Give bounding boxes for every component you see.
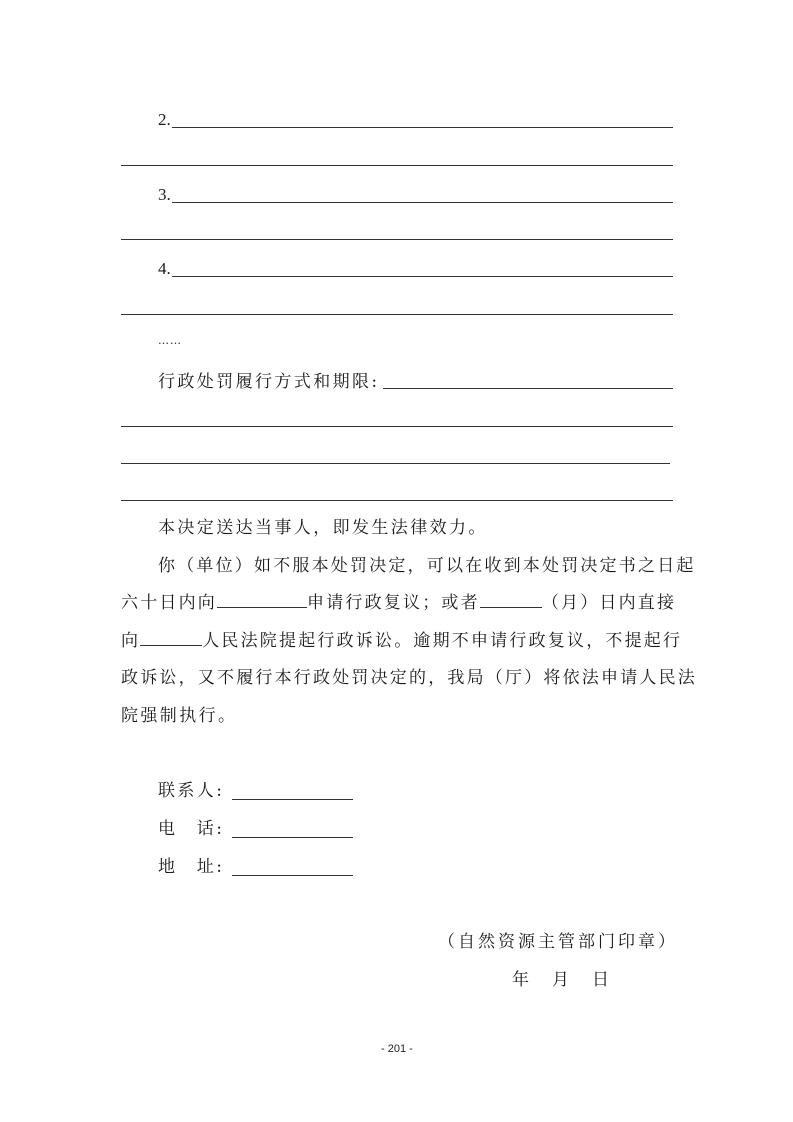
appeal-line-5: 院强制执行。 (121, 706, 238, 726)
performance-field-line-4[interactable] (121, 500, 673, 501)
page-number: - 201 - (381, 1043, 413, 1055)
phone-field[interactable] (232, 837, 353, 838)
performance-field-line-2[interactable] (121, 426, 673, 427)
performance-label: 行政处罚履行方式和期限: (158, 372, 380, 392)
appeal-line-2 (121, 593, 676, 613)
item-3-field[interactable] (172, 202, 673, 203)
lawsuit-period-field[interactable] (480, 593, 542, 608)
item-2-field[interactable] (172, 127, 673, 128)
phone-label: 电 话: (158, 819, 225, 839)
appeal-line-2c: （月）日内直接 (541, 593, 677, 613)
appeal-line-2a: 六十日内向 (121, 593, 217, 613)
date-text: 年 月 日 (512, 970, 612, 990)
performance-field[interactable] (383, 388, 673, 389)
ellipsis: …… (158, 334, 182, 347)
contact-person-label: 联系人: (158, 781, 225, 801)
item-2-label: 2. (158, 110, 171, 129)
appeal-line-3 (121, 631, 682, 651)
performance-field-line-3[interactable] (121, 463, 670, 464)
appeal-line-3b: 人民法院提起行政诉讼。逾期不申请行政复议，不提起行 (202, 631, 683, 651)
item-4-label: 4. (158, 259, 171, 278)
address-label: 地 址: (158, 857, 225, 877)
item-2-continuation-field[interactable] (121, 165, 673, 166)
appeal-line-1: 你（单位）如不服本处罚决定，可以在收到本处罚决定书之日起 (158, 556, 696, 576)
appeal-line-3a: 向 (121, 631, 141, 651)
item-4-continuation-field[interactable] (121, 314, 673, 315)
item-3-continuation-field[interactable] (121, 239, 673, 240)
seal-text: （自然资源主管部门印章） (438, 932, 678, 952)
appeal-line-2b: 申请行政复议；或者 (307, 593, 480, 613)
review-authority-field[interactable] (217, 593, 307, 608)
court-field[interactable] (140, 631, 202, 646)
effect-text: 本决定送达当事人，即发生法律效力。 (158, 518, 488, 538)
item-4-field[interactable] (172, 276, 673, 277)
contact-person-field[interactable] (232, 799, 353, 800)
item-3-label: 3. (158, 185, 171, 204)
address-field[interactable] (232, 875, 353, 876)
appeal-line-4: 政诉讼，又不履行本行政处罚决定的，我局（厅）将依法申请人民法 (121, 668, 697, 688)
